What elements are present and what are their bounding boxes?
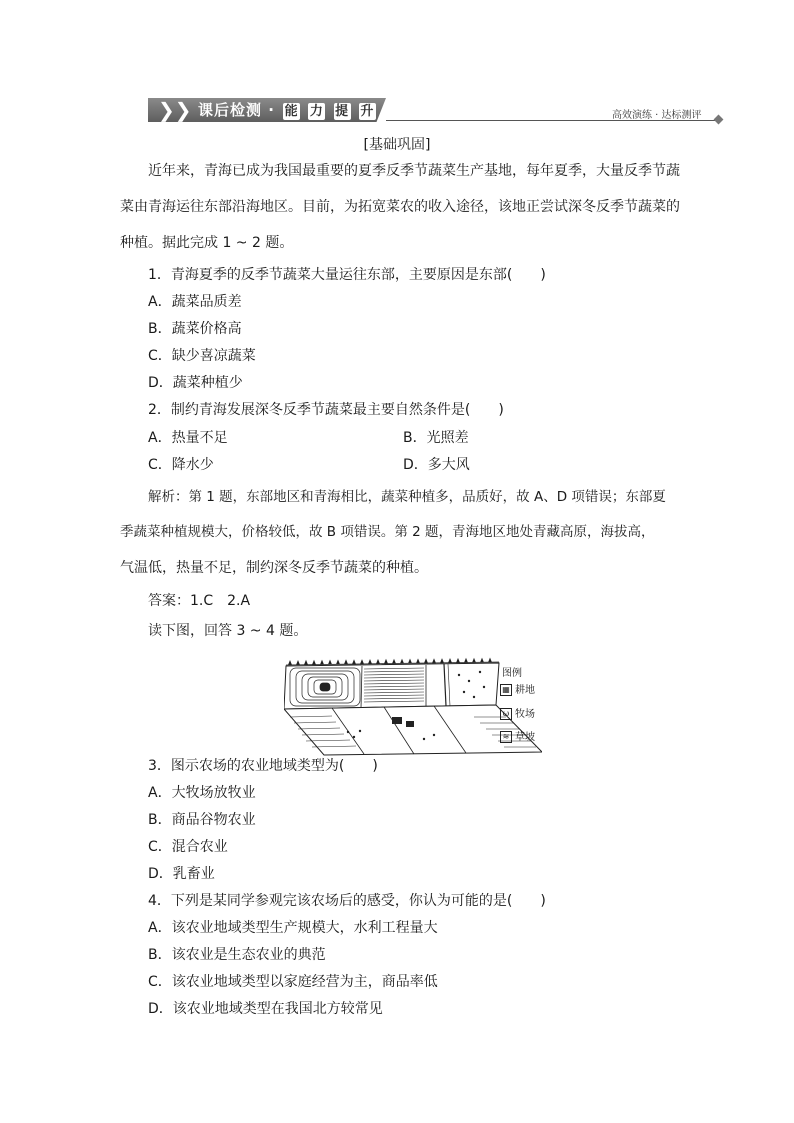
legend-item-pasture <box>500 708 535 722</box>
banner-title-text: 课后检测 · <box>198 101 275 119</box>
header-right-text: 高效演练 · 达标测评 <box>612 110 702 121</box>
banner-char-box: 提 <box>335 104 350 119</box>
question-2-option: A．热量不足 <box>148 430 228 446</box>
question-1-option: A．蔬菜品质差 <box>148 294 242 310</box>
banner-char-box: 升 <box>360 104 375 119</box>
legend-title: 图例 <box>502 668 522 679</box>
answer: 答案：1.C 2.A <box>148 593 251 609</box>
intro-line: 近年来，青海已成为我国最重要的夏季反季节蔬菜生产基地，每年夏季，大量反季节蔬 <box>148 163 680 179</box>
question-3-stem: 3．图示农场的农业地域类型为( ) <box>148 758 378 774</box>
legend-label: 耕地 <box>515 685 535 696</box>
question-3-option: A．大牧场放牧业 <box>148 785 256 801</box>
legend-item-cropland <box>500 684 535 698</box>
question-3-option: B．商品谷物农业 <box>148 812 256 828</box>
analysis-line: 季蔬菜种植规模大，价格较低，故 B 项错误。第 2 题，青海地区地处青藏高原，海拔高， <box>120 524 655 540</box>
diamond-icon <box>714 115 724 125</box>
question-2-stem: 2．制约青海发展深冬反季节蔬菜最主要自然条件是( ) <box>148 402 504 418</box>
cropland-swatch-icon: ▦ <box>500 684 512 696</box>
intro-line: 菜由青海运往东部沿海地区。目前，为拓宽菜农的收入途径，该地正尝试深冬反季节蔬菜的 <box>120 199 680 215</box>
banner-char-box: 能 <box>284 104 299 119</box>
banner-char-box: 力 <box>309 104 324 119</box>
question-1-option: D．蔬菜种植少 <box>148 375 243 391</box>
legend-item-grass-slope <box>500 731 535 745</box>
section-banner <box>148 98 386 122</box>
question-3-option: C．混合农业 <box>148 839 228 855</box>
question-4-option: C．该农业地域类型以家庭经营为主，商品率低 <box>148 974 438 990</box>
question-4-option: B．该农业是生态农业的典范 <box>148 947 326 963</box>
farm-top-surface <box>284 663 499 709</box>
legend-label: 牧场 <box>515 709 535 720</box>
analysis-line: 气温低，热量不足，制约深冬反季节蔬菜的种植。 <box>120 560 428 576</box>
question-4-stem: 4．下列是某同学参观完该农场后的感受，你认为可能的是( ) <box>148 893 546 909</box>
question-1-option: C．缺少喜凉蔬菜 <box>148 348 256 364</box>
grass-slope-swatch-icon: ≋ <box>500 731 512 743</box>
section-title: [基础巩固] <box>363 137 431 153</box>
question-1-option: B．蔬菜价格高 <box>148 321 242 337</box>
pasture-swatch-icon: ω <box>500 708 512 720</box>
legend-label: 草坡 <box>515 732 535 743</box>
question-4-option: D．该农业地域类型在我国北方较常见 <box>148 1001 383 1017</box>
question-3-option: D．乳畜业 <box>148 866 215 882</box>
read-prompt: 读下图，回答 3 ~ 4 题。 <box>148 623 308 639</box>
question-2-option: C．降水少 <box>148 457 214 473</box>
question-4-option: A．该农业地域类型生产规模大，水利工程量大 <box>148 920 438 936</box>
double-chevron-icon: ❯❯ <box>158 98 192 122</box>
question-2-option: B．光照差 <box>403 430 469 446</box>
banner-title <box>198 98 376 122</box>
question-2-option: D．多大风 <box>403 457 470 473</box>
intro-line: 种植。据此完成 1 ~ 2 题。 <box>120 235 294 251</box>
question-1-stem: 1．青海夏季的反季节蔬菜大量运往东部，主要原因是东部( ) <box>148 267 546 283</box>
analysis-line: 解析：第 1 题，东部地区和青海相比，蔬菜种植多，品质好，故 A、D 项错误；东部夏 <box>148 489 666 505</box>
